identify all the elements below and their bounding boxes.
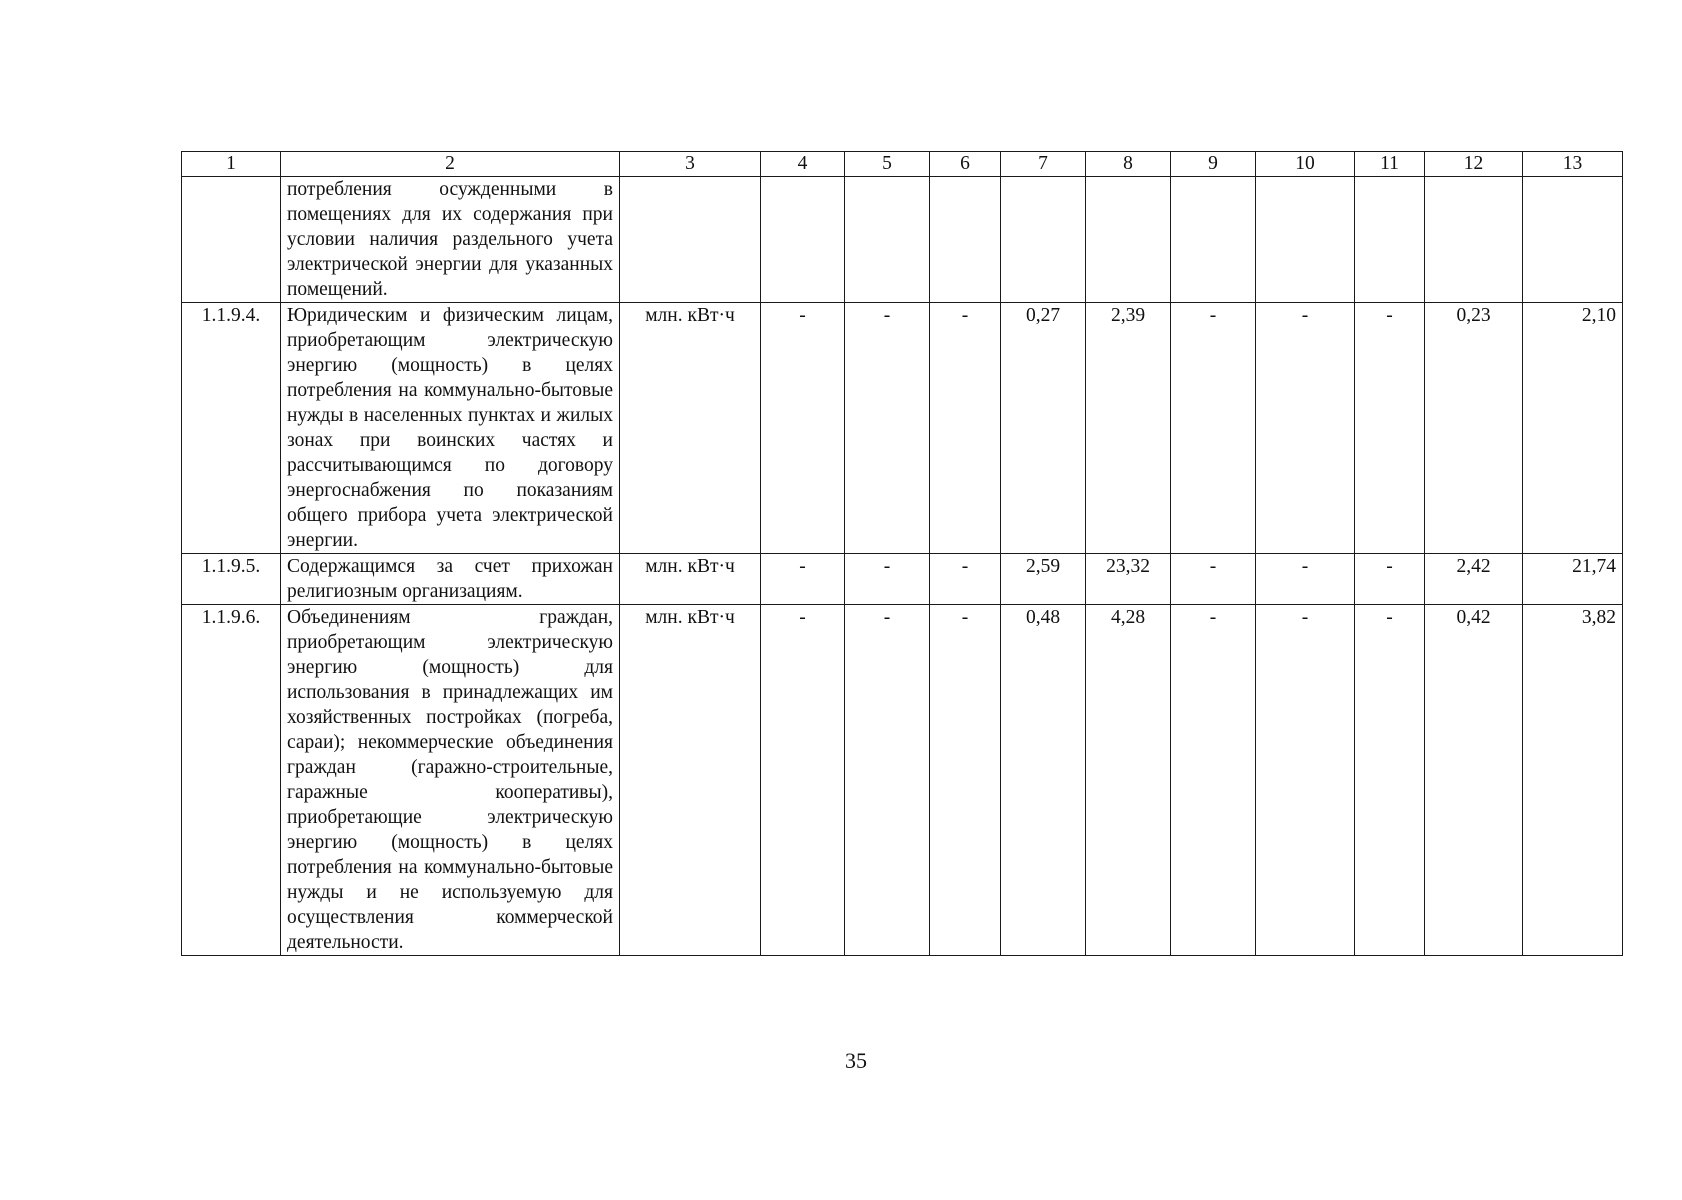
column-header: 2 — [281, 152, 620, 177]
column-header: 13 — [1523, 152, 1623, 177]
row-unit: млн. кВт·ч — [620, 605, 761, 956]
row-value: 2,42 — [1425, 554, 1523, 605]
row-value: 0,23 — [1425, 303, 1523, 554]
row-value: - — [1355, 605, 1425, 956]
column-header: 7 — [1001, 152, 1086, 177]
row-value — [761, 177, 845, 303]
row-value — [930, 177, 1001, 303]
row-value: - — [761, 605, 845, 956]
row-unit — [620, 177, 761, 303]
column-header: 1 — [182, 152, 281, 177]
table-row — [182, 303, 1623, 554]
row-value: - — [930, 554, 1001, 605]
table-row — [182, 554, 1623, 605]
row-code — [182, 177, 281, 303]
data-table — [181, 151, 1623, 956]
row-value: 21,74 — [1523, 554, 1623, 605]
row-value: - — [1256, 303, 1355, 554]
row-description: потребления осужденными в помещениях для их содержания при условии наличия раздельного учета электрической энергии для указанных помещений. — [281, 177, 620, 303]
row-value: 2,59 — [1001, 554, 1086, 605]
row-value — [1086, 177, 1171, 303]
row-value: - — [845, 605, 930, 956]
row-value: - — [1256, 605, 1355, 956]
row-value: 0,42 — [1425, 605, 1523, 956]
column-header: 10 — [1256, 152, 1355, 177]
column-header: 4 — [761, 152, 845, 177]
row-value: - — [930, 605, 1001, 956]
row-value: 0,27 — [1001, 303, 1086, 554]
row-value: - — [1355, 303, 1425, 554]
column-header: 12 — [1425, 152, 1523, 177]
row-value — [1171, 177, 1256, 303]
column-header: 3 — [620, 152, 761, 177]
row-value: - — [761, 554, 845, 605]
row-value — [1001, 177, 1086, 303]
row-unit: млн. кВт·ч — [620, 554, 761, 605]
row-value: 3,82 — [1523, 605, 1623, 956]
row-unit: млн. кВт·ч — [620, 303, 761, 554]
row-description: Содержащимся за счет прихожан религиозным организациям. — [281, 554, 620, 605]
column-header: 9 — [1171, 152, 1256, 177]
row-value — [1425, 177, 1523, 303]
row-code: 1.1.9.4. — [182, 303, 281, 554]
row-value — [1355, 177, 1425, 303]
page-number: 35 — [845, 1048, 867, 1073]
header-row — [182, 152, 1623, 177]
row-value: 23,32 — [1086, 554, 1171, 605]
row-description: Объединениям граждан, приобретающим электрическую энергию (мощность) для использования в принадлежащих им хозяйственных постройках (погреба, сараи); некоммерческие объединения граждан (гаражно-строительные, гаражные кооперативы), приобретающие электрическую энергию (мощность) в целях потребления на коммунально-бытовые нужды и не используемую для осуществления коммерческой деятельности. — [281, 605, 620, 956]
row-value: - — [845, 554, 930, 605]
row-value — [845, 177, 930, 303]
row-value: - — [1171, 554, 1256, 605]
column-header: 8 — [1086, 152, 1171, 177]
row-value: - — [930, 303, 1001, 554]
row-value: - — [1171, 303, 1256, 554]
row-value: 2,39 — [1086, 303, 1171, 554]
row-value: 2,10 — [1523, 303, 1623, 554]
row-description: Юридическим и физическим лицам, приобретающим электрическую энергию (мощность) в целях потребления на коммунально-бытовые нужды в населенных пунктах и жилых зонах при воинских частях и рассчитывающимся по договору энергоснабжения по показаниям общего прибора учета электрической энергии. — [281, 303, 620, 554]
row-code: 1.1.9.6. — [182, 605, 281, 956]
row-value — [1523, 177, 1623, 303]
row-value: - — [845, 303, 930, 554]
table-row — [182, 177, 1623, 303]
row-value: - — [761, 303, 845, 554]
row-value: - — [1256, 554, 1355, 605]
table-row — [182, 605, 1623, 956]
row-code: 1.1.9.5. — [182, 554, 281, 605]
row-value: 0,48 — [1001, 605, 1086, 956]
column-header: 6 — [930, 152, 1001, 177]
column-header: 5 — [845, 152, 930, 177]
row-value: - — [1171, 605, 1256, 956]
row-value — [1256, 177, 1355, 303]
row-value: - — [1355, 554, 1425, 605]
row-value: 4,28 — [1086, 605, 1171, 956]
column-header: 11 — [1355, 152, 1425, 177]
